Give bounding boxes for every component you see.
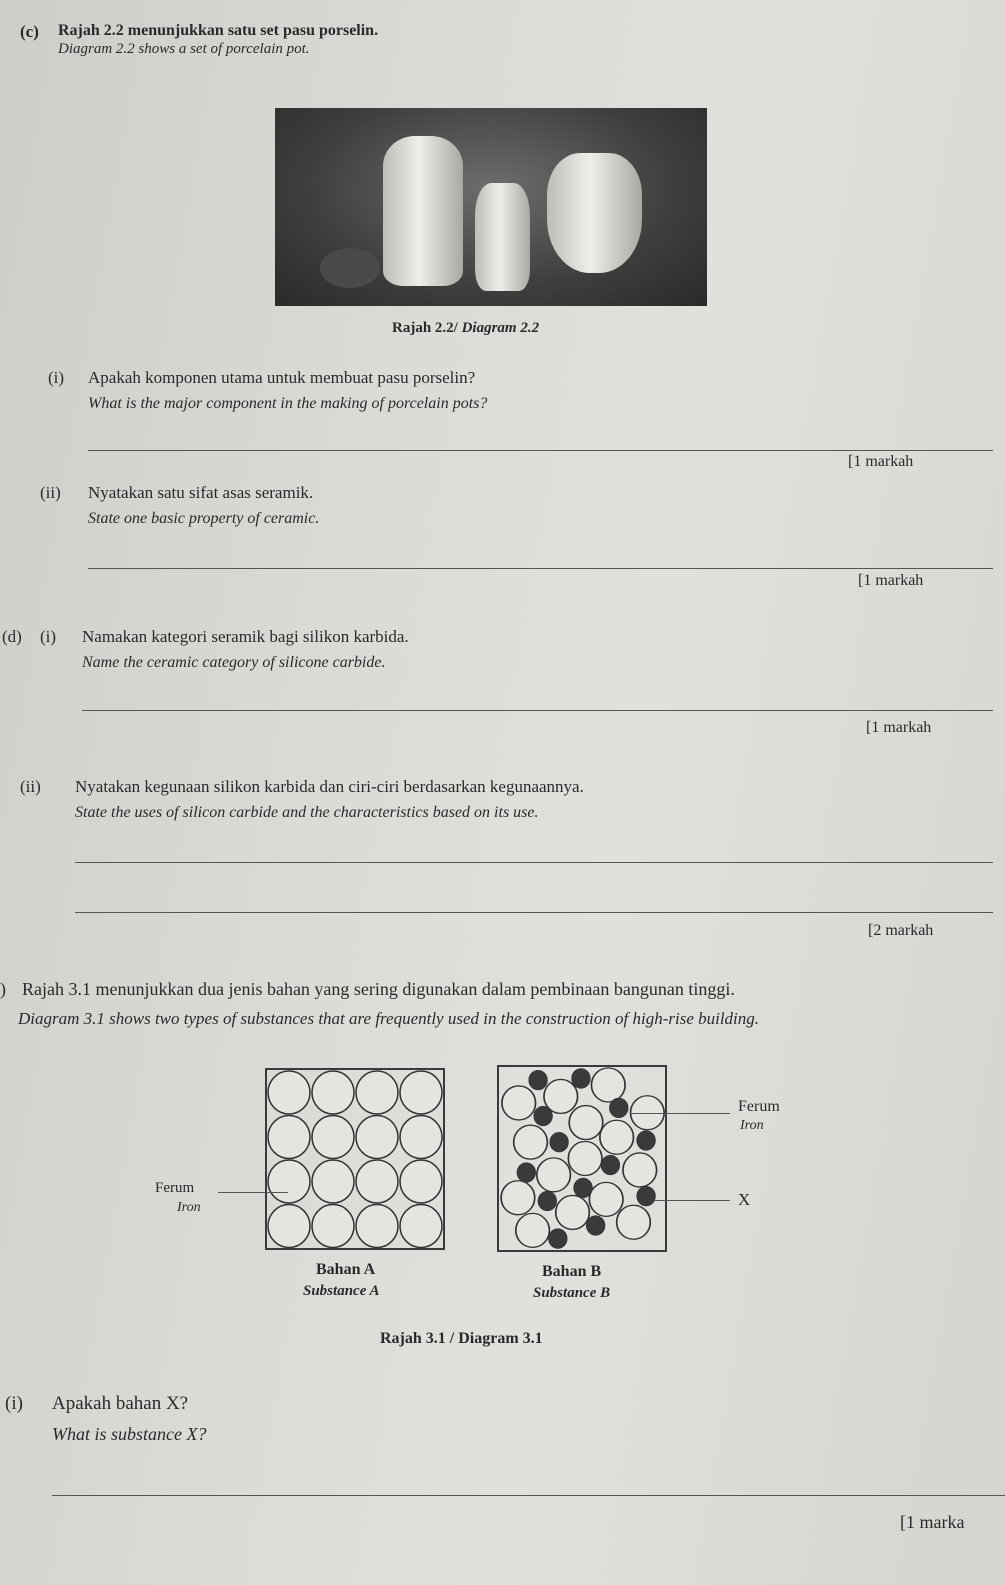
marks-label: [1 markah — [848, 453, 914, 470]
iron-atom — [312, 1205, 354, 1248]
question-label: (d) — [2, 627, 22, 646]
subquestion-label: (i) — [40, 627, 57, 646]
x-atom — [586, 1216, 604, 1236]
iron-atom — [537, 1158, 571, 1192]
question-text-en: Diagram 2.2 shows a set of porcelain pot. — [58, 41, 310, 57]
marks-label: [1 markah — [866, 719, 932, 736]
question-label: (c) — [20, 22, 39, 41]
substance-a-name: Bahan A — [316, 1261, 376, 1278]
subquestion-text: Apakah komponen utama untuk membuat pasu porselin? — [88, 368, 476, 387]
iron-atom — [502, 1086, 536, 1120]
subquestion-text: Apakah bahan X? — [52, 1393, 189, 1414]
answer-line[interactable] — [88, 568, 993, 569]
subquestion-text-en: What is substance X? — [52, 1424, 207, 1444]
answer-line[interactable] — [88, 450, 993, 451]
marks-label: [2 markah — [868, 922, 934, 939]
substance-b-name-en: Substance B — [533, 1285, 611, 1301]
iron-atom — [268, 1205, 310, 1248]
subquestion-text-en: State the uses of silicon carbide and the characteristics based on its use. — [75, 804, 539, 821]
label-iron-b-en: Iron — [740, 1118, 764, 1133]
iron-atom — [268, 1160, 310, 1203]
answer-line[interactable] — [75, 912, 993, 913]
marks-label: [1 marka — [900, 1512, 965, 1532]
subquestion-text: Namakan kategori seramik bagi silikon karbida. — [82, 627, 409, 646]
x-atom — [601, 1155, 619, 1175]
iron-atom — [356, 1071, 398, 1114]
substance-a-name-en: Substance A — [303, 1283, 380, 1299]
question-text-en: Diagram 3.1 shows two types of substances that are frequently used in the construction of high-rise building. — [18, 1009, 760, 1028]
iron-atom — [623, 1153, 657, 1187]
iron-atom — [400, 1116, 442, 1159]
iron-atom — [569, 1106, 603, 1140]
question-text: Rajah 2.2 menunjukkan satu set pasu porselin. — [58, 22, 379, 39]
substance-b-name: Bahan B — [542, 1263, 602, 1280]
subquestion-text-en: State one basic property of ceramic. — [88, 510, 320, 527]
x-atom — [574, 1178, 592, 1198]
substance-b-diagram — [497, 1065, 667, 1252]
iron-atom — [268, 1071, 310, 1114]
x-atom — [637, 1186, 655, 1206]
answer-line[interactable] — [52, 1495, 1005, 1496]
x-atom — [529, 1070, 547, 1090]
subquestion-label: (i) — [48, 368, 65, 387]
question-text: Rajah 3.1 menunjukkan dua jenis bahan yang sering digunakan dalam pembinaan bangunan tinggi. — [22, 979, 735, 999]
label-iron-a: Ferum — [155, 1180, 195, 1196]
iron-atom — [356, 1160, 398, 1203]
pointer-line — [630, 1113, 730, 1114]
iron-atom — [516, 1213, 550, 1247]
subquestion-text-en: Name the ceramic category of silicone carbide. — [82, 654, 386, 671]
answer-line[interactable] — [75, 862, 993, 863]
x-atom — [550, 1132, 568, 1152]
iron-atom — [356, 1116, 398, 1159]
iron-atom — [591, 1068, 625, 1102]
iron-atom — [400, 1160, 442, 1203]
iron-atom — [600, 1120, 634, 1154]
iron-atom — [312, 1071, 354, 1114]
x-atom — [538, 1191, 556, 1211]
answer-line[interactable] — [82, 710, 993, 711]
label-iron-b: Ferum — [738, 1098, 780, 1115]
x-atom — [517, 1163, 535, 1183]
pointer-line — [655, 1200, 730, 1201]
iron-atom — [556, 1195, 590, 1229]
iron-atom — [568, 1142, 602, 1176]
subquestion-label: (i) — [5, 1393, 23, 1414]
iron-atom — [501, 1181, 535, 1215]
iron-atom — [617, 1205, 651, 1239]
x-atom — [610, 1098, 628, 1118]
x-atom — [637, 1131, 655, 1151]
label-iron-a-en: Iron — [177, 1200, 201, 1215]
x-atom — [572, 1069, 590, 1089]
subquestion-label: (ii) — [20, 777, 41, 796]
x-atom — [549, 1229, 567, 1249]
iron-atom — [312, 1160, 354, 1203]
iron-atom — [312, 1116, 354, 1159]
label-x: X — [738, 1190, 751, 1209]
porcelain-pots-photo — [275, 108, 707, 306]
iron-atom — [400, 1071, 442, 1114]
figure-caption: Rajah 3.1 / Diagram 3.1 — [380, 1330, 543, 1347]
subquestion-label: (ii) — [40, 483, 61, 502]
iron-atom — [514, 1125, 548, 1159]
subquestion-text-en: What is the major component in the making of porcelain pots? — [88, 395, 488, 412]
subquestion-text: Nyatakan kegunaan silikon karbida dan ciri-ciri berdasarkan kegunaannya. — [75, 777, 584, 796]
subquestion-text: Nyatakan satu sifat asas seramik. — [88, 483, 314, 502]
pointer-line — [218, 1192, 288, 1193]
question-label: ) — [0, 979, 6, 999]
iron-atom — [589, 1182, 623, 1216]
substance-a-diagram — [265, 1068, 445, 1250]
iron-atom — [268, 1116, 310, 1159]
x-atom — [534, 1106, 552, 1126]
figure-caption: Rajah 2.2/ Diagram 2.2 — [392, 320, 540, 336]
iron-atom — [356, 1205, 398, 1248]
iron-atom — [400, 1205, 442, 1248]
marks-label: [1 markah — [858, 572, 924, 589]
